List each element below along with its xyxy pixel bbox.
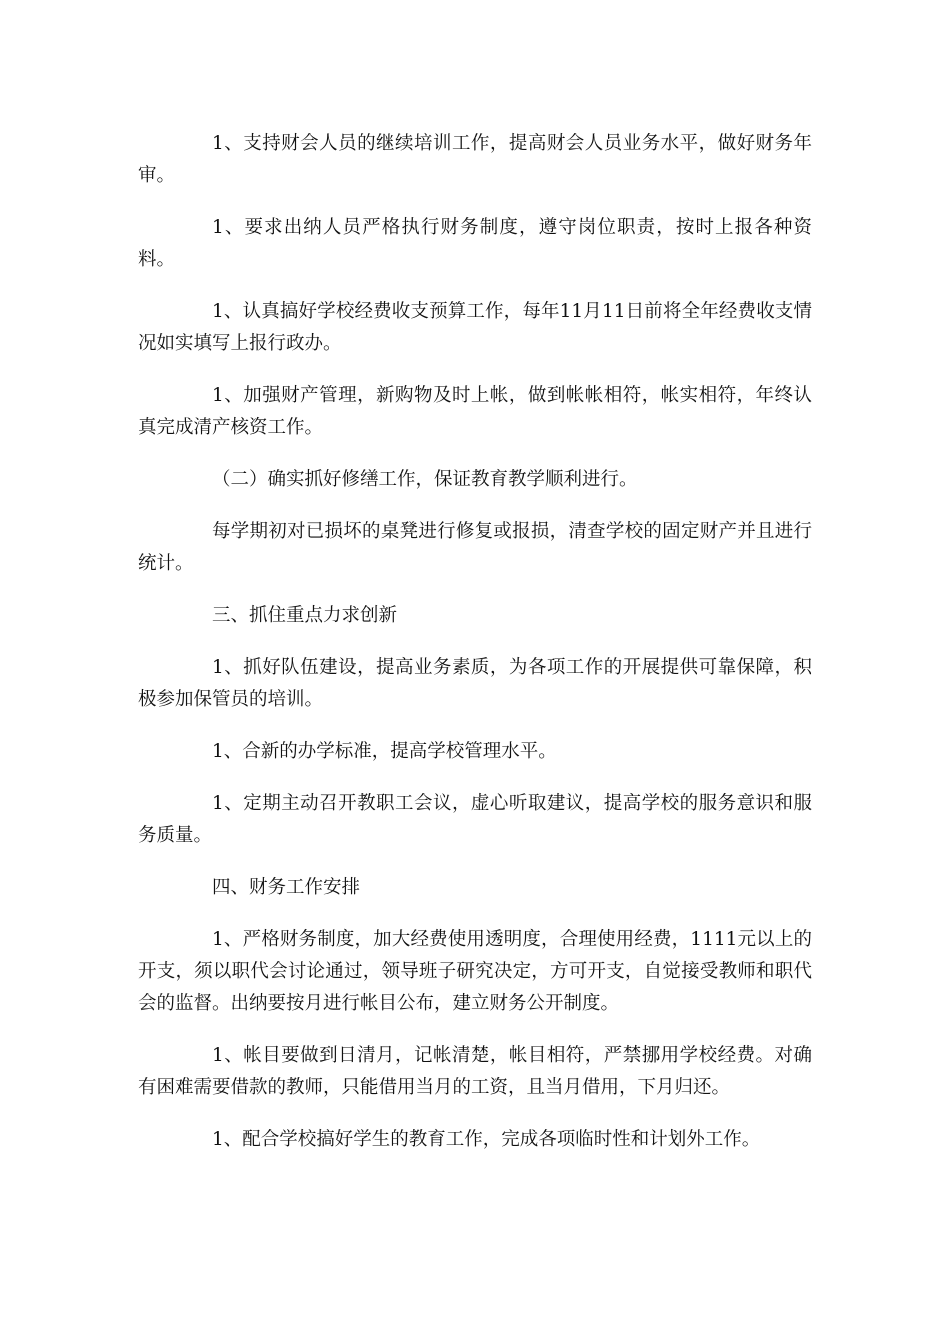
paragraph-cooperation: 1、配合学校搞好学生的教育工作，完成各项临时性和计划外工作。 — [212, 1129, 761, 1150]
paragraph-repair: 每学期初对已损坏的桌凳进行修复或报损，清查学校的固定财产并且进行统计。 — [138, 521, 812, 574]
document-page — [138, 128, 812, 1176]
paragraph-cashier: 1、要求出纳人员严格执行财务制度，遵守岗位职责，按时上报各种资料。 — [138, 217, 812, 270]
paragraph-finance-system: 1、严格财务制度，加大经费使用透明度，合理使用经费，1111元以上的开支，须以职代会讨论通过，领导班子研究决定，方可开支，自觉接受教师和职代会的监督。出纳要按月进行帐目公布，建立财务公开制度。 — [138, 929, 812, 1014]
paragraph-budget: 1、认真搞好学校经费收支预算工作，每年11月11日前将全年经费收支情况如实填写上报行政办。 — [138, 301, 812, 354]
heading-section-three: 三、抓住重点力求创新 — [212, 605, 398, 626]
paragraph-standards: 1、合新的办学标准，提高学校管理水平。 — [212, 741, 557, 762]
heading-repair-section: （二）确实抓好修缮工作，保证教育教学顺利进行。 — [212, 469, 638, 490]
paragraph-team-building: 1、抓好队伍建设，提高业务素质，为各项工作的开展提供可靠保障，积极参加保管员的培训。 — [138, 657, 812, 710]
paragraph-asset-management: 1、加强财产管理，新购物及时上帐，做到帐帐相符，帐实相符，年终认真完成清产核资工作。 — [138, 385, 812, 438]
paragraph-training: 1、支持财会人员的继续培训工作，提高财会人员业务水平，做好财务年审。 — [138, 133, 812, 186]
paragraph-accounts: 1、帐目要做到日清月，记帐清楚，帐目相符，严禁挪用学校经费。对确有困难需要借款的教师，只能借用当月的工资，且当月借用，下月归还。 — [138, 1045, 812, 1098]
paragraph-staff-meeting: 1、定期主动召开教职工会议，虚心听取建议，提高学校的服务意识和服务质量。 — [138, 793, 812, 846]
heading-section-four: 四、财务工作安排 — [212, 877, 361, 898]
